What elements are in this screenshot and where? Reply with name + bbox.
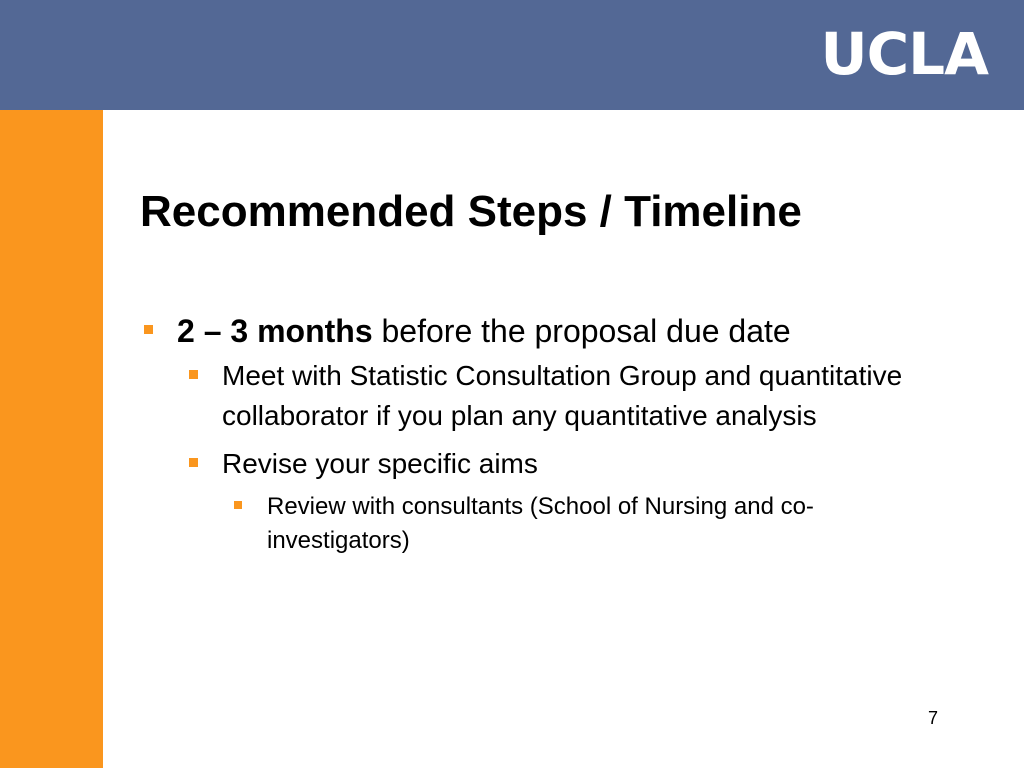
bullet-square-icon (144, 325, 153, 334)
header-band (0, 0, 1024, 110)
bullet-level-3 (230, 490, 920, 558)
bullet-text: before the proposal due date (372, 313, 791, 349)
bullet-text: Meet with Statistic Consultation Group and quantitative collaborator if you plan any quantitative analysis (222, 360, 903, 431)
bullet-square-icon (234, 501, 242, 509)
bullet-level-1 (140, 308, 920, 354)
bullet-square-icon (189, 458, 198, 467)
bullet-text: Revise your specific aims (222, 448, 538, 479)
bullet-square-icon (189, 370, 198, 379)
bullet-level-2 (185, 444, 920, 484)
slide-title: Recommended Steps / Timeline (140, 187, 802, 236)
bullet-text: Review with consultants (School of Nursing and co-investigators) (267, 493, 814, 554)
bullet-emphasis: 2 – 3 months (177, 313, 373, 349)
page-number: 7 (927, 708, 938, 728)
ucla-logo: UCLA (820, 20, 988, 88)
side-band (0, 110, 103, 768)
bullet-level-2 (185, 356, 920, 436)
bullet-list (140, 308, 920, 558)
